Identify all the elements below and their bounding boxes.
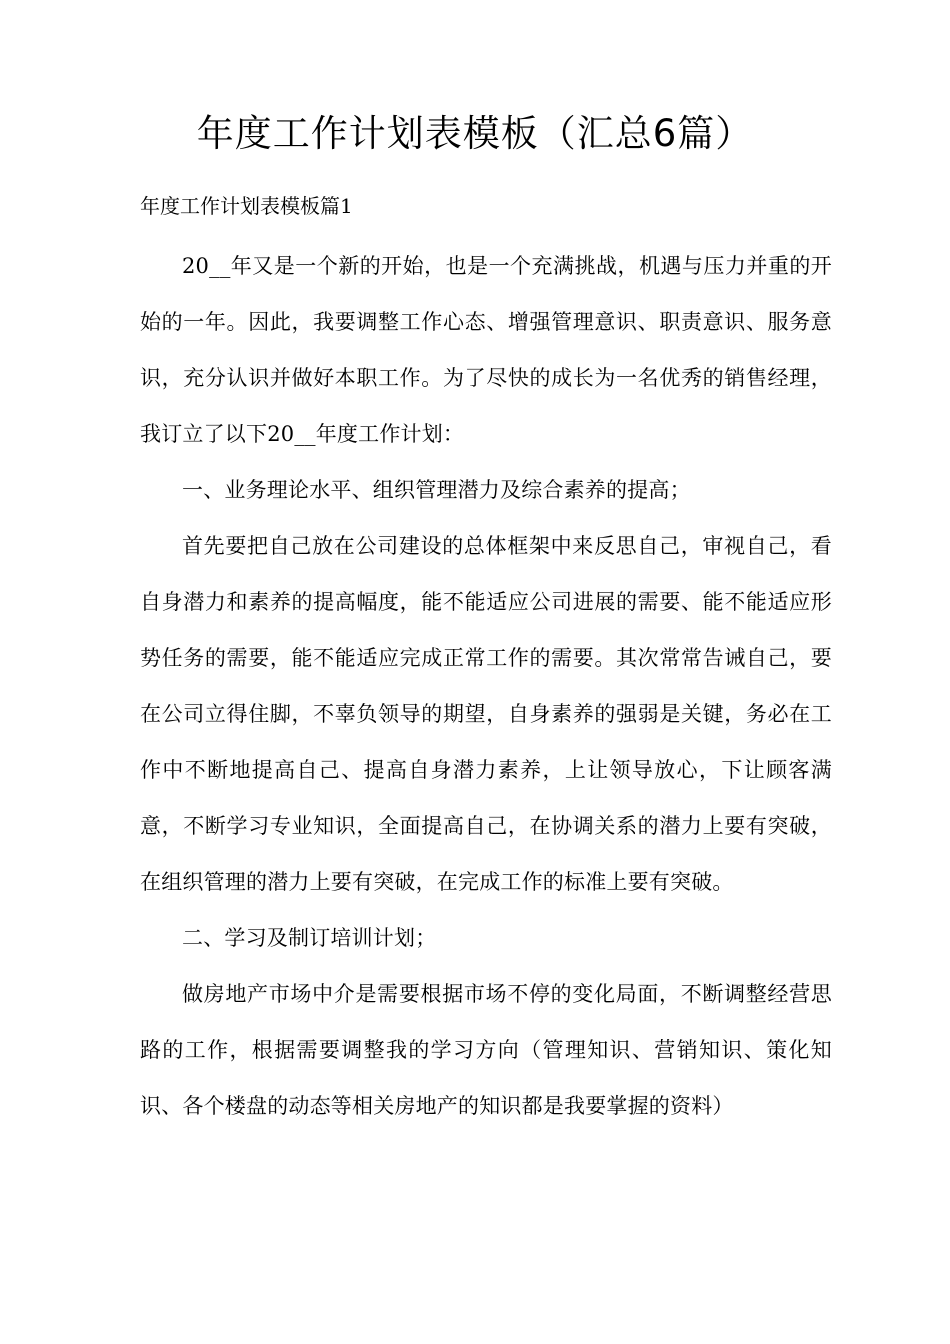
- paragraph-heading-2: 二、学习及制订培训计划；: [182, 926, 437, 950]
- paragraph-heading-1: 一、业务理论水平、组织管理潜力及综合素养的提高；: [182, 478, 691, 502]
- paragraph-body-2: 做房地产市场中介是需要根据市场不停的变化局面，不断调整经营思路的工作，根据需要调整我的学习方向（管理知识、营销知识、策化知识、各个楼盘的动态等相关房地产的知识都是我要掌握的资料）: [140, 982, 832, 1118]
- document-title: 年度工作计划表模板（汇总6篇）: [196, 112, 754, 155]
- section-title: 年度工作计划表模板篇1: [140, 194, 353, 218]
- paragraph-intro: 20__年又是一个新的开始，也是一个充满挑战，机遇与压力并重的开始的一年。因此，我要调整工作心态、增强管理意识、职责意识、服务意识，充分认识并做好本职工作。为了尽快的成长为一名优秀的销售经理，我订立了以下20__年度工作计划：: [140, 254, 832, 446]
- paragraph-body-1: 首先要把自己放在公司建设的总体框架中来反思自己，审视自己，看自身潜力和素养的提高幅度，能不能适应公司进展的需要、能不能适应形势任务的需要，能不能适应完成正常工作的需要。其次常常告诫自己，要在公司立得住脚，不辜负领导的期望，自身素养的强弱是关键，务必在工作中不断地提高自己、提高自身潜力素养，上让领导放心，下让顾客满意，不断学习专业知识，全面提高自己，在协调关系的潜力上要有突破，在组织管理的潜力上要有突破，在完成工作的标准上要有突破。: [140, 534, 832, 894]
- document-body: [140, 238, 832, 1134]
